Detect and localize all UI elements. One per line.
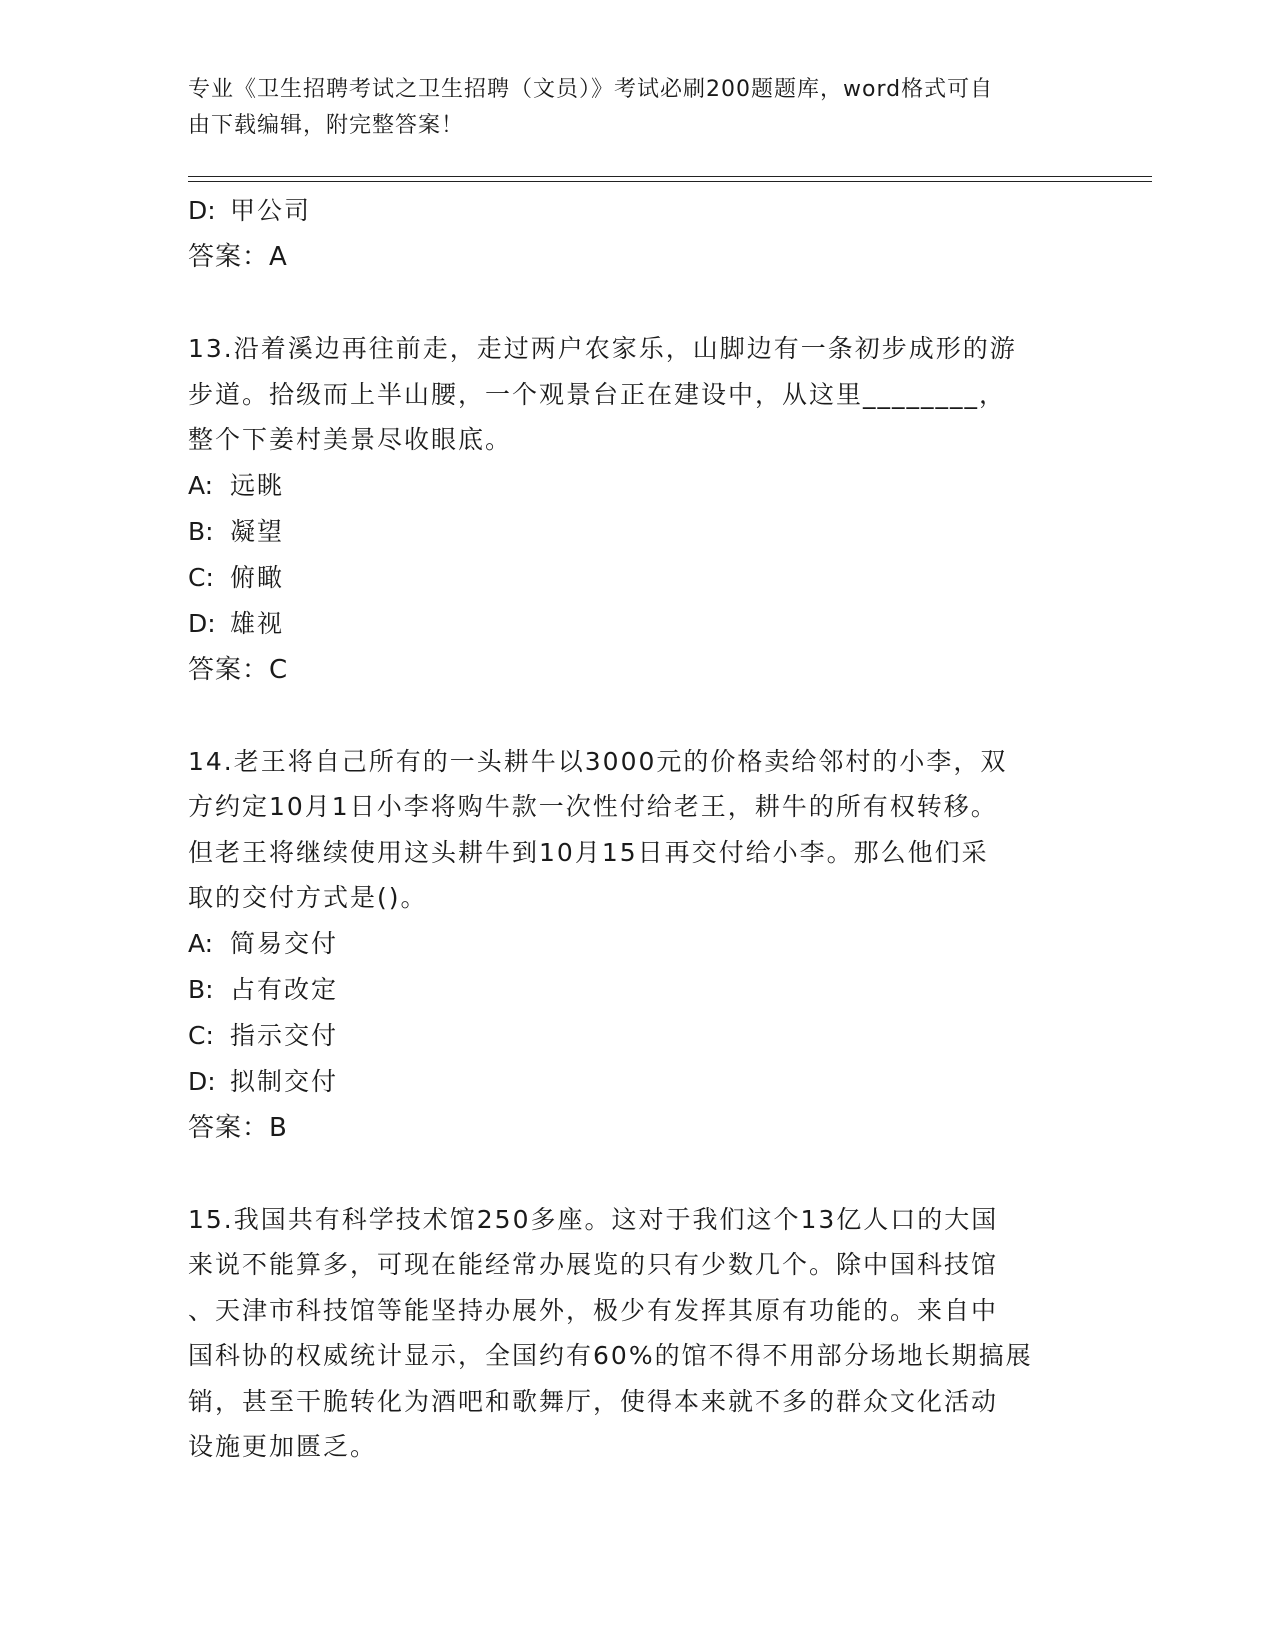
option-text: 凝望 (230, 516, 285, 546)
option-key: C: (188, 1020, 214, 1050)
question-14-stem (188, 739, 1088, 921)
question-line: 销，甚至干脆转化为酒吧和歌舞厅，使得本来就不多的群众文化活动 (188, 1386, 999, 1416)
question-line: 但老王将继续使用这头耕牛到10月15日再交付给小李。那么他们采 (188, 837, 989, 867)
question-line: 方约定10月1日小李将购牛款一次性付给老王，耕牛的所有权转移。 (188, 792, 998, 821)
option-text: 俯瞰 (230, 562, 285, 592)
document-body (188, 188, 1088, 1470)
question-line: 14.老王将自己所有的一头耕牛以3000元的价格卖给邻村的小李，双 (188, 746, 1008, 776)
option-key: A: (188, 928, 214, 958)
header-divider-bottom (188, 181, 1152, 182)
option-key: D: (188, 608, 216, 638)
question-line: 国科协的权威统计显示，全国约有60%的馆不得不用部分场地长期搞展 (188, 1341, 1033, 1370)
question-14-option-b (188, 967, 1088, 1013)
header-line-1: 专业《卫生招聘考试之卫生招聘（文员）》考试必刷200题题库，word格式可自 (188, 77, 994, 102)
question-line: 整个下姜村美景尽收眼底。 (188, 425, 513, 454)
spacer (188, 693, 1088, 739)
prev-option-d (188, 188, 1088, 234)
spacer (188, 1151, 1088, 1197)
option-key: B: (188, 974, 214, 1004)
header-divider-top (188, 176, 1152, 177)
question-14-option-c (188, 1013, 1088, 1059)
question-line: 13.沿着溪边再往前走，走过两户农家乐，山脚边有一条初步成形的游 (188, 334, 1017, 363)
question-14-answer: 答案：B (188, 1112, 288, 1143)
question-line: 、天津市科技馆等能坚持办展外，极少有发挥其原有功能的。来自中 (188, 1295, 999, 1325)
option-text: 简易交付 (230, 928, 339, 958)
question-13-stem (188, 326, 1088, 463)
question-13-option-b (188, 509, 1088, 555)
question-14-option-a (188, 921, 1088, 967)
header-line-2: 由下载编辑，附完整答案！ (188, 113, 465, 138)
question-line: 取的交付方式是()。 (188, 883, 428, 912)
option-text: 甲公司 (230, 196, 312, 225)
question-line: 15.我国共有科学技术馆250多座。这对于我们这个13亿人口的大国 (188, 1204, 999, 1234)
question-line: 来说不能算多，可现在能经常办展览的只有少数几个。除中国科技馆 (188, 1250, 999, 1279)
question-13-option-c (188, 555, 1088, 601)
document-header (188, 72, 1068, 144)
option-key: D: (188, 196, 216, 225)
question-line: 设施更加匮乏。 (188, 1432, 378, 1461)
question-13-option-d (188, 601, 1088, 647)
option-text: 指示交付 (230, 1020, 339, 1050)
option-text: 雄视 (230, 608, 285, 638)
prev-answer: 答案：A (188, 242, 288, 272)
question-15-stem (188, 1197, 1088, 1470)
question-13-option-a (188, 463, 1088, 509)
option-key: C: (188, 562, 214, 592)
question-14-option-d (188, 1059, 1088, 1105)
option-key: A: (188, 470, 214, 500)
option-text: 拟制交付 (230, 1066, 339, 1096)
option-key: B: (188, 516, 214, 546)
spacer (188, 280, 1088, 326)
question-13-answer: 答案：C (188, 654, 289, 685)
option-text: 远眺 (230, 470, 285, 500)
option-text: 占有改定 (230, 974, 339, 1004)
option-key: D: (188, 1066, 216, 1096)
question-line: 步道。拾级而上半山腰，一个观景台正在建设中，从这里________， (188, 379, 1007, 409)
